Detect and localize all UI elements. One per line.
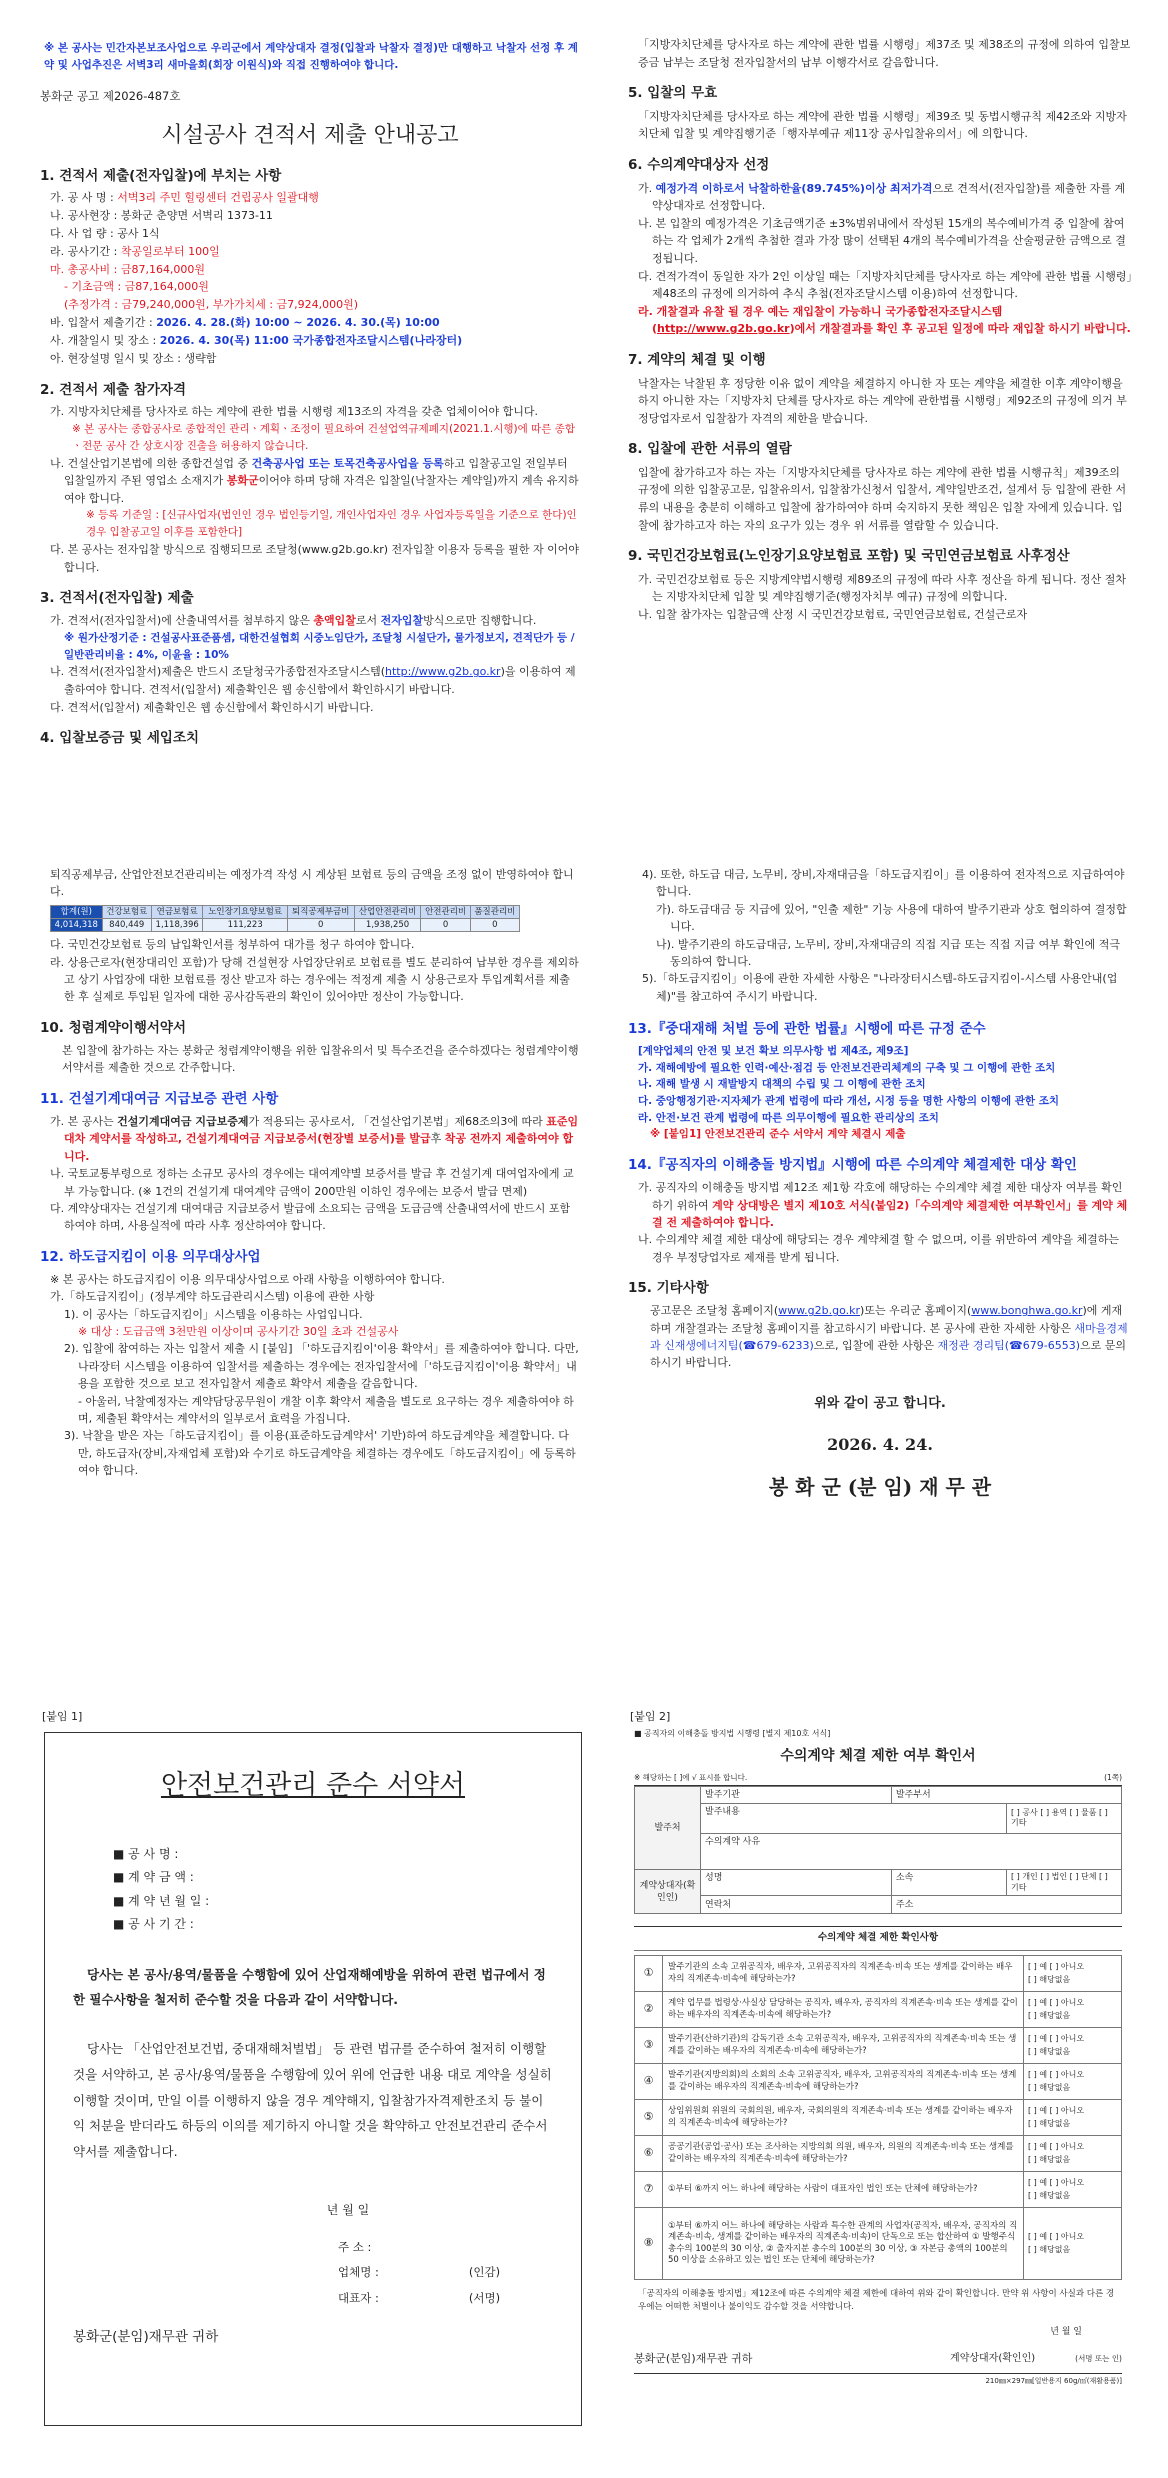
s1-item-h: 아. 현장설명 일시 및 장소 : 생략함 <box>50 351 217 365</box>
check-no: ⑤ <box>635 2100 663 2136</box>
section-11-head: 11. 건설기계대여금 지급보증 관련 사항 <box>40 1090 279 1107</box>
s1-item-d: 라. 공사기간 : 착공일로부터 100일 <box>50 244 220 258</box>
annex1-date: 년 월 일 <box>326 2202 370 2217</box>
annex2-to: 봉화군(분임)재무관 귀하 <box>634 2351 753 2365</box>
annex1-para-1: 당사는 본 공사/용역/물품을 수행함에 있어 산업재해예방을 위하여 관련 법규에서 정한 필수사항을 철저히 준수할 것을 다음과 같이 서약합니다. <box>73 1967 546 2008</box>
ins-value: 0 <box>287 918 354 931</box>
org-row-2 <box>635 1803 1122 1833</box>
s6-item-d: 라. 개찰결과 유찰 될 경우 예는 재입찰이 가능하니 국가종합전자조달시스템(http://www.g2b.go.kr)에서 개찰결과를 확인 후 공고된 일정에 따라 재입찰 하시기 바랍니다. <box>638 304 1131 336</box>
r2-item-5: 5).「하도급지킴이」이용에 관한 자세한 사항은 "나라장터시스템-하도급지킴이-시스템 사용안내(업체)"를 참고하여 주시기 바랍니다. <box>642 972 1118 1003</box>
ins-value: 840,449 <box>102 918 151 931</box>
check-text: ①부터 ⑥까지 어느 하나에 해당하는 사람과 특수한 관계의 사업자(공직자, 배우자, 공직자의 직계존속·비속, 생계를 같이하는 배우자의 직계존속·비속)이 단독으로 또는 합산하여 ① 발행주식 총수의 100분의 30 이상, ② 출자지분 총수의 100분의 30 이상, ③ 자본금 총액의 100분의 50 이상을 소유하고 있는 법인 또는 단체에 해당하는가? <box>663 2208 1024 2280</box>
insurance-header-row <box>51 905 520 918</box>
check-text: 발주기관의 소속 고위공직자, 배우자, 고위공직자의 직계존속·비속 또는 생계를 같이하는 배우자의 직계존속·비속에 해당하는가? <box>663 1956 1024 1992</box>
s13-line-2: 가. 재해예방에 필요한 인력·예산·점검 등 안전보건관리체계의 구축 및 그 이행에 관한 조치 <box>638 1061 1056 1074</box>
s11-item-a: 가. 본 공사는 건설기계대여금 지급보증제가 적용되는 공사로서, 「건설산업기본법」제68조의3에 따라 표준임대차 계약서를 작성하고, 건설기계대여금 지급보증서(현장별 보증서)를 발급후 착공 전까지 제출하여야 합니다. <box>50 1115 579 1163</box>
annex2-party-table <box>634 1786 1122 1915</box>
g2b-link-2[interactable]: http://www.g2b.go.kr <box>657 322 790 336</box>
mid-left-column <box>40 866 580 1479</box>
mid-right-column <box>628 866 1132 1503</box>
s1-item-c: 다. 사 업 량 : 공사 1식 <box>50 227 160 241</box>
org-label: 발주처 <box>635 1786 701 1869</box>
check-row <box>635 1992 1122 2028</box>
notice-number: 봉화군 공고 제2026-487호 <box>40 88 181 103</box>
org-row <box>635 1786 1122 1803</box>
s1-item-e: 마. 총공사비 : 금87,164,000원 <box>50 262 206 276</box>
yes-no-checkbox[interactable]: [ ] 예 [ ] 아니오 <box>1028 1961 1085 1971</box>
section-8-head: 8. 입찰에 관한 서류의 열람 <box>628 441 792 458</box>
check-row <box>635 1956 1122 1992</box>
s11-item-b: 나. 국토교통부령으로 정하는 소규모 공사의 경우에는 대여계약별 보증서를 발급 후 건설기계 대여업자에게 교부 가능합니다. (※ 1건의 건설기계 대여계약 금액이 200만원 이하인 경우에는 보증서 발급 면제) <box>50 1167 574 1198</box>
yes-no-checkbox[interactable]: [ ] 예 [ ] 아니오 <box>1028 2105 1085 2115</box>
check-row <box>635 2136 1122 2172</box>
con-label: 계약상대자(확인인) <box>635 1869 701 1914</box>
check-row <box>635 2208 1122 2280</box>
section-9-head: 9. 국민건강보험료(노인장기요양보험료 포함) 및 국민연금보험료 사후정산 <box>628 548 1070 565</box>
s10-text: 본 입찰에 참가하는 자는 봉화군 청렴계약이행을 위한 입찰유의서 및 특수조건을 준수하겠다는 청렴계약이행서약서를 제출한 것으로 간주합니다. <box>62 1043 579 1075</box>
con-options[interactable]: [ ] 개인 [ ] 법인 [ ] 단체 [ ] 기타 <box>1007 1869 1122 1896</box>
s12-note: ※ 본 공사는 하도급지킴이 이용 의무대상사업으로 아래 사항을 이행하여야 합니다. <box>50 1272 445 1286</box>
top-right-column <box>628 36 1132 624</box>
na-checkbox[interactable]: [ ] 해당없음 <box>1028 2118 1071 2128</box>
na-checkbox[interactable]: [ ] 해당없음 <box>1028 2046 1071 2056</box>
s1-item-b: 나. 공사현장 : 봉화군 춘양면 서벽리 1373-11 <box>50 209 273 223</box>
na-checkbox[interactable]: [ ] 해당없음 <box>1028 2154 1071 2164</box>
annex2-subnote: ※ 해당하는 [ ]에 √ 표시를 합니다. <box>634 1773 748 1783</box>
na-checkbox[interactable]: [ ] 해당없음 <box>1028 2190 1071 2200</box>
closing-text: 위와 같이 공고 합니다. <box>814 1395 946 1411</box>
annex2-sign: 계약상대자(확인인) (서명 또는 인) <box>950 2353 1122 2365</box>
s2-item-a: 가. 지방자치단체를 당사자로 하는 계약에 관한 법률 시행령 제13조의 자격을 갖춘 업체이어야 합니다. <box>50 405 538 419</box>
check-row <box>635 2064 1122 2100</box>
s12-item-a: 가.「하도급지킴이」(정부계약 하도급관리시스템) 이용에 관한 사항 <box>50 1290 375 1304</box>
check-text: 발주기관(산하기관)의 감독기관 소속 고위공직자, 배우자, 고위공직자의 직계존속·비속 또는 생계를 같이하는 배우자의 직계존속·비속에 해당하는가? <box>663 2028 1024 2064</box>
org-options[interactable]: [ ] 공사 [ ] 용역 [ ] 물품 [ ] 기타 <box>1007 1803 1122 1833</box>
s9-item-a: 가. 국민건강보험료 등은 지방계약법시행령 제89조의 규정에 따라 사후 정산을 하게 됩니다. 정산 절차는 지방자치단체 입찰 및 계약집행기준(행정자치부 예규) 규정에 의합니다. <box>638 572 1126 604</box>
annex2-title: 수의계약 체결 제한 여부 확인서 <box>780 1748 976 1765</box>
check-options[interactable] <box>1024 2064 1122 2100</box>
s13-line-1: [계약업체의 안전 및 보건 확보 의무사항 법 제4조, 제9조] <box>638 1045 909 1058</box>
annex2-tag: [붙임 2] <box>630 1710 671 1723</box>
s1-item-g: 사. 개찰일시 및 장소 : 2026. 4. 30(목) 11:00 국가종합전자조달시스템(나라장터) <box>50 333 463 347</box>
s2-note-b: ※ 등록 기준일 : [신규사업자(법인인 경우 법인등기일, 개인사업자인 경우 사업자등록일을 기준으로 한다)인 경우 입찰공고일 이후를 포함한다] <box>86 509 577 539</box>
yes-no-checkbox[interactable]: [ ] 예 [ ] 아니오 <box>1028 2177 1085 2187</box>
s14-item-a: 가. 공직자의 이해충돌 방지법 제12조 제1항 각호에 해당하는 수의계약 체결 제한 대상자 여부를 확인하기 위하여 계약 상대방은 별지 제10호 서식(붙임2)「수의계약 체결제한 여부확인서」를 계약 체결 전 제출하여야 합니다. <box>638 1181 1128 1229</box>
s1-item-e1: - 기초금액 : 금87,164,000원 <box>64 280 209 294</box>
check-no: ② <box>635 1992 663 2028</box>
ins-header: 건강보험료 <box>102 905 151 918</box>
section-5-head: 5. 입찰의 무효 <box>628 85 718 102</box>
s15-text: 공고문은 조달청 홈페이지(www.g2b.go.kr)또는 우리군 홈페이지(www.bonghwa.go.kr)에 게재하며 개찰결과는 조달청 홈페이지를 참고하시기 바랍니다. 본 공사에 관한 자세한 사항은 새마을경제과 신재생에너지팀(☎679-6233)으로, 입찰에 관한 사항은 재정관 경리팀(☎679-6553)으로 문의하시기 바랍니다. <box>650 1304 1128 1370</box>
section-2-head: 2. 견적서 제출 참가자격 <box>40 381 186 398</box>
s6-item-a: 가. 예정가격 이하로서 낙찰하한율(89.745%)이상 최저가격으로 견적서(전자입찰)를 제출한 자를 계약상대자로 선정합니다. <box>638 181 1126 213</box>
s2-item-c: 다. 본 공사는 전자입찰 방식으로 집행되므로 조달청(www.g2b.go.kr) 전자입찰 이용자 등록을 필한 자 이어야 합니다. <box>50 543 580 574</box>
bonghwa-link[interactable]: www.bonghwa.go.kr <box>971 1304 1083 1318</box>
s13-line-6: ※ [붙임1] 안전보건관리 준수 서약서 계약 체결시 제출 <box>650 1128 906 1141</box>
s12-item-a2: 2). 입찰에 참여하는 자는 입찰서 제출 시 [붙임] 「'하도급지킴이'이용 확약서」를 제출하여야 합니다. 다만, 나라장터 시스템을 이용하여 입찰서를 제출하는 경우에는 전자입찰서에「'하도급지킴이'이용 확약서」내용을 포함한 것으로 보고 전자입찰서 제출로 확약서 제출을 갈음합니다. <box>64 1342 579 1391</box>
insurance-table <box>50 905 520 932</box>
check-text: 계약 업무를 법령상·사실상 담당하는 공직자, 배우자, 공직자의 직계존속·비속 또는 생계를 같이하는 배우자의 직계존속·비속에 해당하는가? <box>663 1992 1024 2028</box>
check-row <box>635 2100 1122 2136</box>
r1-text: 「지방자치단체를 당사자로 하는 계약에 관한 법률 시행령」제37조 및 제38조의 규정에 의하여 입찰보증금 납부는 조달청 전자입찰서의 납부 이행각서로 갈음합니다. <box>638 38 1131 69</box>
check-no: ① <box>635 1956 663 1992</box>
yes-no-checkbox[interactable]: [ ] 예 [ ] 아니오 <box>1028 2231 1085 2241</box>
s8-text: 입찰에 참가하고자 하는 자는「지방자치단체를 당사자로 하는 계약에 관한 법률 시행규칙」제39조의 규정에 의한 입찰공고문, 입찰유의서, 입찰참가신청서 입찰서, 계약일반조건, 설계서 등 입찰에 관한 서류의 내용을 충분히 이해하고 입찰에 참가하여야 하며 숙지하지 못한 책임은 입찰 자에게 있습니다. 입찰에 참가하고자 하는 자의 요구가 있는 경우 위 서류를 열람할 수 있습니다. <box>638 465 1127 532</box>
yes-no-checkbox[interactable]: [ ] 예 [ ] 아니오 <box>1028 2141 1085 2151</box>
annex1-to: 봉화군(분임)재무관 귀하 <box>73 2329 219 2346</box>
notice-date: 2026. 4. 24. <box>827 1435 933 1455</box>
check-text: 상임위원회 위원의 국회의원, 배우자, 국회의원의 직계존속·비속 또는 생계를 같이하는 배우자의 직계존속·비속에 해당하는가? <box>663 2100 1024 2136</box>
ins-header: 퇴직공제부금비 <box>287 905 354 918</box>
s4-cont: 퇴직공제부금, 산업안전보건관리비는 예정가격 작성 시 계상된 보험료 등의 금액을 조정 없이 반영하여야 합니다. <box>50 868 574 899</box>
org-row-3 <box>635 1833 1122 1869</box>
org-f4: 수의계약 사유 <box>701 1833 1122 1869</box>
section-4-head: 4. 입찰보증금 및 세입조치 <box>40 730 200 747</box>
ins-value: 0 <box>421 918 470 931</box>
annex1-field-name: ■ 공 사 명 : <box>113 1846 179 1861</box>
annex1-field-date: ■ 계 약 년 월 일 : <box>113 1893 210 1908</box>
top-left-column <box>40 40 580 752</box>
ins-value: 1,938,250 <box>354 918 421 931</box>
s4b-item-b: 라. 상용근로자(현장대리인 포함)가 당해 건설현장 사업장단위로 보험료를 별도 분리하여 납부한 경우를 제외하고 상기 사업장에 대한 보험료를 정산 받고자 하는 경우에는 적정계 제출 시 상용근로자 투입계획서를 제출한 후 실제로 투입된 일자에 대한 공사감독관의 확인이 있어야만 정산이 가능합니다. <box>50 955 579 1004</box>
annex2-form <box>634 1728 1122 2386</box>
section-10-head: 10. 청렴계약이행서약서 <box>40 1019 186 1036</box>
ins-value: 111,223 <box>203 918 287 931</box>
annex1-title: 안전보건관리 준수 서약서 <box>160 1770 466 1801</box>
con-row-2 <box>635 1896 1122 1914</box>
annex1-rep: 대표자 : (서명) <box>338 2290 501 2305</box>
annex2-form-note: ■ 공직자의 이해충돌 방지법 시행령 [별지 제10호 서식] <box>634 1729 831 1738</box>
annex2-check-head: 수의계약 체결 제한 확인사항 <box>634 1926 1122 1951</box>
s7-text: 낙찰자는 낙찰된 후 정당한 이유 없이 계약을 체결하지 아니한 자 또는 계약을 체결한 이후 계약이행을 하지 아니한 자는「지방자치 단체를 당사자로 하는 계약에 관한법률 시행령」제92조의 규정에 의거 부정당업자로서 입찰참가 자격의 제한을 받습니다. <box>638 376 1127 425</box>
na-checkbox[interactable]: [ ] 해당없음 <box>1028 1974 1071 1984</box>
ins-header: 합계(원) <box>51 905 103 918</box>
na-checkbox[interactable]: [ ] 해당없음 <box>1028 2010 1071 2020</box>
check-text: 발주기관(지방의회)의 소회의 소속 고위공직자, 배우자, 고위공직자의 직계존속·비속 또는 생계를 같이하는 배우자의 직계존속·비속에 해당하는가? <box>663 2064 1024 2100</box>
org-f3: 발주내용 <box>701 1803 1007 1833</box>
section-15-head: 15. 기타사항 <box>628 1280 709 1296</box>
top-notice <box>40 40 580 74</box>
annex2-date: 년 월 일 <box>1050 2326 1082 2337</box>
annex1-box <box>44 1732 582 2426</box>
section-1-head: 1. 견적서 제출(전자입찰)에 부치는 사항 <box>40 167 282 184</box>
s5-text: 「지방자치단체를 당사자로 하는 계약에 관한 법률 시행령」제39조 및 동법시행규칙 제42조와 지방자치단체 입찰 및 계약집행기준「행자부예규 제11장 공사입찰유의서」에 의합니다. <box>638 109 1127 141</box>
issuer: 봉 화 군 (분 임) 재 무 관 <box>768 1474 992 1499</box>
ins-header: 안전관리비 <box>421 905 470 918</box>
annex1-field-period: ■ 공 사 기 간 : <box>113 1917 194 1932</box>
r2-item-4b: 나). 발주기관의 하도급대금, 노무비, 장비,자재대금의 직접 지급 또는 직접 지급 여부 확인에 적극 동의하여 합니다. <box>656 937 1121 968</box>
ins-value: 0 <box>470 918 519 931</box>
check-no: ④ <box>635 2064 663 2100</box>
g2b-link-3[interactable]: www.g2b.go.kr <box>778 1304 861 1318</box>
check-options[interactable] <box>1024 1992 1122 2028</box>
check-text: ①부터 ⑥까지 어느 하나에 해당하는 사람이 대표자인 법인 또는 단체에 해당하는가? <box>663 2172 1024 2208</box>
g2b-link[interactable]: http://www.g2b.go.kr <box>385 665 501 679</box>
con-f3: 연락처 <box>701 1896 892 1914</box>
s12-item-a1-note: ※ 대상 : 도급금액 3천만원 이상이며 공사기간 30일 초과 건설공사 <box>78 1325 399 1339</box>
annex2-paper: 210㎜×297㎜[일반용지 60g/㎡(재활용품)] <box>634 2373 1122 2387</box>
s9-item-b: 나. 입찰 참가자는 입찰금액 산정 시 국민건강보험료, 국민연금보험료, 건설근로자 <box>638 608 1028 622</box>
org-f1: 발주기관 <box>701 1786 892 1803</box>
check-no: ⑧ <box>635 2208 663 2280</box>
s1-item-f: 바. 입찰서 제출기간 : 2026. 4. 28.(화) 10:00 ~ 2026. 4. 30.(목) 10:00 <box>50 316 440 330</box>
check-row <box>635 2172 1122 2208</box>
yes-no-checkbox[interactable]: [ ] 예 [ ] 아니오 <box>1028 2069 1085 2079</box>
annex2-page: (1쪽) <box>1104 1773 1122 1783</box>
s12-item-a3: 3). 낙찰을 받은 자는「하도급지킴이」를 이용(표준하도급계약서' 기반)하여 하도급계약을 체결합니다. 다만, 하도급자(장비,자재업체 포함)와 수기로 하도급계약을 체결하는 경우에도「하도급지킴이」에 등록하여야 합니다. <box>64 1429 576 1478</box>
check-options[interactable] <box>1024 2100 1122 2136</box>
s6-item-b: 나. 본 입찰의 예정가격은 기초금액기준 ±3%범위내에서 작성된 15개의 복수예비가격 중 입찰에 참여하는 각 업체가 2개씩 추첨한 결과 가장 많이 선택된 4개의 복수예비가격을 산술평균한 금액으로 결정됩니다. <box>638 216 1126 265</box>
con-f2: 소속 <box>891 1869 1006 1896</box>
annex1-address: 주 소 : <box>338 2240 372 2255</box>
check-no: ③ <box>635 2028 663 2064</box>
con-f4: 주소 <box>891 1896 1121 1914</box>
ins-value: 4,014,318 <box>51 918 103 931</box>
section-3-head: 3. 견적서(전자입찰) 제출 <box>40 590 194 607</box>
insurance-value-row <box>51 918 520 931</box>
s3-note: ※ 원가산정기준 : 건설공사표준품셈, 대한건설협회 시중노임단가, 조달청 시설단가, 물가정보지, 견적단가 등 / 일반관리비율 : 4%, 이윤율 : 10% <box>64 631 575 661</box>
check-no: ⑦ <box>635 2172 663 2208</box>
s3-item-a: 가. 견적서(전자입찰서)에 산출내역서를 첨부하지 않은 총액입찰로서 전자입찰방식으로만 집행합니다. <box>50 614 537 628</box>
yes-no-checkbox[interactable]: [ ] 예 [ ] 아니오 <box>1028 1997 1085 2007</box>
section-6-head: 6. 수의계약대상자 선정 <box>628 156 770 173</box>
page-title: 시설공사 견적서 제출 안내공고 <box>161 123 459 149</box>
check-row <box>635 2028 1122 2064</box>
ins-value: 1,118,396 <box>151 918 203 931</box>
org-f2: 발주부서 <box>891 1786 1121 1803</box>
s13-line-3: 나. 재해 발생 시 재발방지 대책의 수립 및 그 이행에 관한 조치 <box>638 1078 926 1091</box>
check-no: ⑥ <box>635 2136 663 2172</box>
annex1-field-amount: ■ 계 약 금 액 : <box>113 1870 194 1885</box>
check-options[interactable] <box>1024 2172 1122 2208</box>
check-text: 공공기관(공업·공사) 또는 조사하는 지방의회 의원, 배우자, 의원의 직계존속·비속 또는 생계를 같이하는 배우자의 직계존속·비속에 해당하는가? <box>663 2136 1024 2172</box>
s11-item-c: 다. 계약상대자는 건설기계 대여대금 지급보증서 발급에 소요되는 금액을 도급금액 산출내역서에 반드시 포함하여야 하며, 사용실적에 따라 사후 정산하여야 합니다. <box>50 1201 571 1233</box>
s13-line-4: 다. 중앙행정기관·지자체가 관계 법령에 따라 개선, 시정 등을 명한 사항의 이행에 관한 조치 <box>638 1095 1059 1108</box>
section-14-head: 14.『공직자의 이해충돌 방지법』시행에 따른 수의계약 체결제한 대상 확인 <box>628 1156 1077 1173</box>
ins-header: 산업안전관리비 <box>354 905 421 918</box>
na-checkbox[interactable]: [ ] 해당없음 <box>1028 2244 1071 2254</box>
annex2-footer: 「공직자의 이해충돌 방지법」제12조에 따른 수의계약 체결 제한에 대하여 위와 같이 확인합니다. 만약 위 사항이 사실과 다른 경우에는 어떠한 처벌이나 불이익도 감수할 것을 서약합니다. <box>638 2289 1115 2312</box>
con-f1: 성명 <box>701 1869 892 1896</box>
ins-header: 노인장기요양보험료 <box>203 905 287 918</box>
section-12-head: 12. 하도급지킴이 이용 의무대상사업 <box>40 1248 261 1265</box>
notice-text: ※ 본 공사는 민간자본보조사업으로 우리군에서 계약상대자 결정(입찰과 낙찰자 결정)만 대행하고 낙찰자 선정 후 계약 및 사업추진은 서벽3리 새마을회(회장 이원식)와 직접 진행하여야 합니다. <box>44 42 578 71</box>
section-13-head: 13.『중대재해 처벌 등에 관한 법률』시행에 따른 규정 준수 <box>628 1021 986 1037</box>
s13-line-5: 라. 안전·보건 관계 법령에 따른 의무이행에 필요한 관리상의 조치 <box>638 1111 939 1124</box>
s2-item-b: 나. 건설산업기본법에 의한 종합건설업 중 건축공사업 또는 토목건축공사업을 등록하고 입찰공고일 전일부터 입찰일까지 주된 영업소 소재지가 봉화군이어야 하며 당해 자격은 입찰일(낙찰자는 계약일)까지 계속 유지하여야 합니다. <box>50 456 579 505</box>
s3-item-c: 다. 견적서(입찰서) 제출확인은 웹 송신함에서 확인하시기 바랍니다. <box>50 700 374 714</box>
s1-item-e2: (추정가격 : 금79,240,000원, 부가가치세 : 금7,924,000원) <box>64 298 359 312</box>
s4b-item-a: 다. 국민건강보험료 등의 납입확인서를 청부하여 대가를 청구 하여야 합니다. <box>50 938 415 952</box>
r2-item-4a: 가). 하도급대금 등 지급에 있어, "인출 제한" 기능 사용에 대하여 발주기관과 상호 협의하여 결정합니다. <box>656 902 1127 934</box>
s6-item-c: 다. 견적가격이 동일한 자가 2인 이상일 때는「지방자치단체를 당사자로 하는 계약에 관한 법률 시행령」제48조의 규정에 의거하여 추식 추첨(전자조달시스템 이용)하여 선정합니다. <box>638 269 1132 301</box>
ins-header: 연금보험료 <box>151 905 203 918</box>
yes-no-checkbox[interactable]: [ ] 예 [ ] 아니오 <box>1028 2033 1085 2043</box>
annex1-company: 업체명 : (인감) <box>338 2265 501 2280</box>
check-options[interactable] <box>1024 2208 1122 2280</box>
annex1-tag: [붙임 1] <box>42 1710 83 1723</box>
annex1-para-2: 당사는 「산업안전보건법, 중대재해처벌법」 등 관련 법규를 준수하여 철저히 이행할 것을 서약하고, 본 공사/용역/물품을 수행함에 있어 위에 언급한 내용 대로 계약을 성실히 이행할 것이며, 만일 이를 이행하지 않을 경우 계약해지, 입찰참가자격제한조치 등 불이익 처분을 받더라도 하등의 이의를 제기하지 아니할 것을 확약하고 안전보건관리 준수서약서를 제출합니다. <box>73 2041 552 2159</box>
annex2-check-table <box>634 1955 1122 2280</box>
s2-note-a: ※ 본 공사는 종합공사로 종합적인 관리ㆍ계획ㆍ조정이 필요하여 건설업역규제폐지(2021.1.시행)에 따른 종합ㆍ전문 공사 간 상호시장 진출을 허용하지 않습니다. <box>72 423 575 452</box>
check-options[interactable] <box>1024 2028 1122 2064</box>
check-options[interactable] <box>1024 2136 1122 2172</box>
s14-item-b: 나. 수의계약 체결 제한 대상에 해당되는 경우 계약체결 할 수 없으며, 이를 위반하여 계약을 체결하는 경우 부정당업자로 제재를 받게 됩니다. <box>638 1233 1119 1264</box>
ins-header: 품질관리비 <box>470 905 519 918</box>
s12-item-a1: 1). 이 공사는「하도급지킴이」시스템을 이용하는 사업입니다. <box>64 1307 363 1321</box>
check-options[interactable] <box>1024 1956 1122 1992</box>
na-checkbox[interactable]: [ ] 해당없음 <box>1028 2082 1071 2092</box>
r2-item-4: 4). 또한, 하도급 대금, 노무비, 장비,자재대금을「하도급지킴이」를 이용하여 전자적으로 지급하여야 합니다. <box>642 868 1125 899</box>
section-7-head: 7. 계약의 체결 및 이행 <box>628 351 766 368</box>
s12-item-a2b: - 아울러, 낙찰예정자는 계약담당공무원이 개찰 이후 확약서 제출을 별도로 요구하는 경우 제출하여야 하며, 제출된 확약서는 계약서의 일부로서 효력을 가집니다. <box>78 1394 574 1425</box>
con-row <box>635 1869 1122 1896</box>
s3-item-b: 나. 견적서(전자입찰서)제출은 반드시 조달청국가종합전자조달시스템(http://www.g2b.go.kr)을 이용하여 제출하여야 합니다. 견적서(입찰서) 제출확인은 웹 송신함에서 확인하시기 바랍니다. <box>50 665 576 696</box>
s1-item-a: 가. 공 사 명 : 서벽3리 주민 힐링센터 건립공사 일괄대행 <box>50 191 319 205</box>
